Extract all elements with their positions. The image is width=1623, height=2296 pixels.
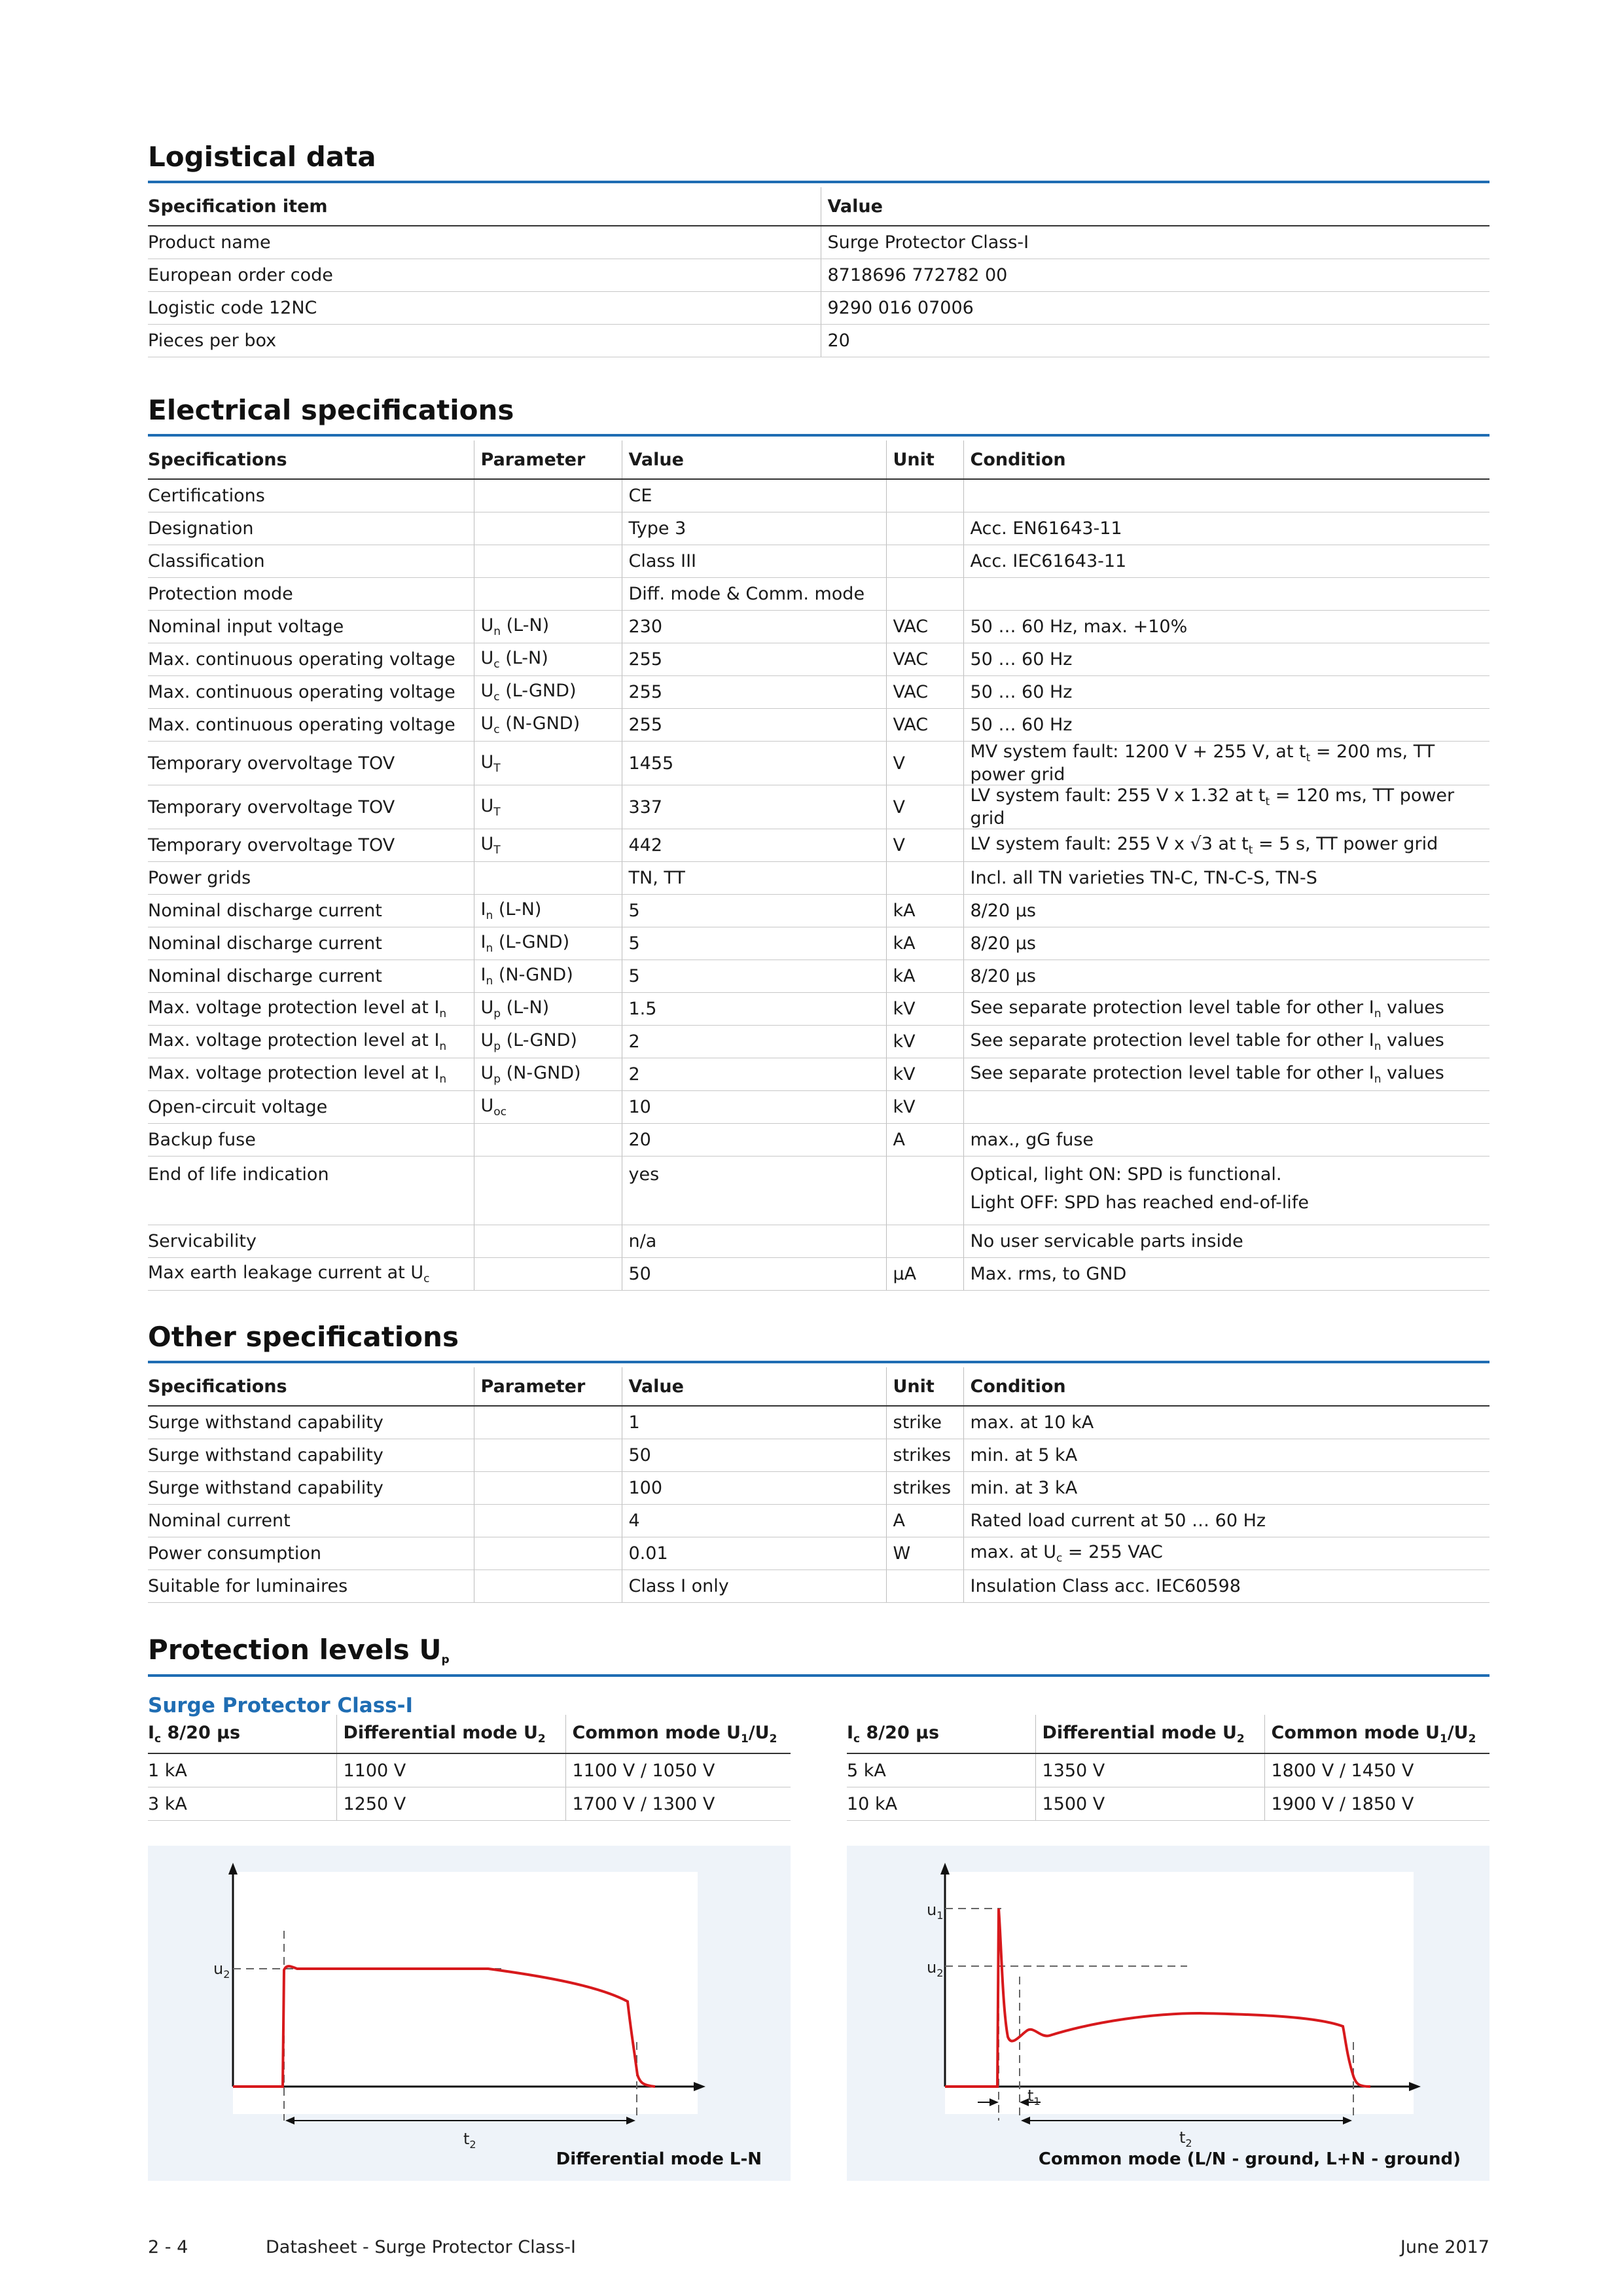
table-row [148, 1537, 1489, 1570]
other-table [148, 1367, 1489, 1603]
table-row [148, 1225, 1489, 1258]
spec-name-cell: End of life indication [148, 1157, 474, 1225]
t1-label: $t_1$ [1027, 2087, 1041, 2108]
table-row [148, 325, 1489, 357]
table-row [847, 1753, 1489, 1787]
logistical-section [148, 141, 1489, 357]
protection-subtitle: Surge Protector Class-I [148, 1694, 414, 1717]
u1-label: $u_1$ [927, 1901, 944, 1922]
condition-cell: max. at 10 kA [963, 1406, 1489, 1439]
parameter-cell: $U_p$ (N-GND) [474, 1058, 622, 1091]
value-cell: 10 [622, 1091, 886, 1124]
condition-cell: min. at 5 kA [963, 1439, 1489, 1472]
x-axis-arrow [1409, 2082, 1421, 2091]
condition-cell: See separate protection level table for other $I_n$ values [963, 1058, 1489, 1091]
differential-mode-cell: 1250 V [336, 1787, 565, 1821]
condition-cell: Acc. IEC61643-11 [963, 545, 1489, 578]
condition-cell: 50 … 60 Hz, max. +10% [963, 611, 1489, 643]
parameter-cell [474, 1472, 622, 1505]
protection-table-left [148, 1715, 791, 1821]
value-cell: 50 [622, 1258, 886, 1291]
value-cell: 100 [622, 1472, 886, 1505]
spec-name-cell: Backup fuse [148, 1124, 474, 1157]
spec-name-cell: Servicability [148, 1225, 474, 1258]
col-header: $I_c$ 8/20 µs [847, 1715, 1035, 1753]
parameter-cell: $U_{oc}$ [474, 1091, 622, 1124]
col-header: Condition [963, 1367, 1489, 1406]
value-cell: 50 [622, 1439, 886, 1472]
condition-cell: See separate protection level table for other $I_n$ values [963, 993, 1489, 1026]
spec-name-cell: Max. continuous operating voltage [148, 709, 474, 742]
table-row [148, 862, 1489, 895]
unit-cell: W [886, 1537, 963, 1570]
value-cell: 442 [622, 829, 886, 862]
section-rule [148, 1361, 1489, 1363]
table-row [148, 1091, 1489, 1124]
condition-cell [963, 578, 1489, 611]
table-row [148, 1472, 1489, 1505]
value-cell: 1455 [622, 742, 886, 785]
condition-cell: Insulation Class acc. IEC60598 [963, 1570, 1489, 1603]
logistical-table [148, 187, 1489, 357]
spec-name-cell: Temporary overvoltage TOV [148, 742, 474, 785]
surge-current-cell: 1 kA [148, 1753, 336, 1787]
col-header: Unit [886, 440, 963, 479]
unit-cell [886, 1157, 963, 1225]
parameter-cell: $U_p$ (L-GND) [474, 1026, 622, 1058]
unit-cell: kA [886, 927, 963, 960]
condition-cell: MV system fault: 1200 V + 255 V, at $t_t = 200$ ms, TT power grid [963, 742, 1489, 785]
spec-item-cell: Pieces per box [148, 325, 821, 357]
value-cell: 5 [622, 895, 886, 927]
condition-cell: 50 … 60 Hz [963, 676, 1489, 709]
parameter-cell [474, 1537, 622, 1570]
value-cell: 230 [622, 611, 886, 643]
spec-name-cell: Temporary overvoltage TOV [148, 829, 474, 862]
table-row [148, 1787, 791, 1821]
table-row [148, 960, 1489, 993]
value-cell: 5 [622, 927, 886, 960]
differential-mode-cell: 1500 V [1035, 1787, 1264, 1821]
value-cell: n/a [622, 1225, 886, 1258]
col-header: Differential mode $U_2$ [1035, 1715, 1264, 1753]
table-row [148, 512, 1489, 545]
plot-area [945, 1872, 1414, 2114]
col-header: Common mode $U_1/U_2$ [1264, 1715, 1489, 1753]
table-row [148, 1124, 1489, 1157]
table-row [148, 578, 1489, 611]
table-row [148, 1753, 791, 1787]
value-cell: 20 [622, 1124, 886, 1157]
condition-cell: max. at $U_c = 255$ VAC [963, 1537, 1489, 1570]
surge-current-cell: 3 kA [148, 1787, 336, 1821]
parameter-cell: $U_p$ (L-N) [474, 993, 622, 1026]
section-rule [148, 434, 1489, 437]
condition-cell: No user servicable parts inside [963, 1225, 1489, 1258]
section-rule [148, 181, 1489, 183]
unit-cell: V [886, 829, 963, 862]
col-header: Specifications [148, 440, 474, 479]
value-cell: 4 [622, 1505, 886, 1537]
chart-common-svg [847, 1846, 1489, 2181]
unit-cell: VAC [886, 611, 963, 643]
spec-value-cell: Surge Protector Class-I [821, 226, 1489, 259]
u2-label: $u_2$ [927, 1958, 944, 1979]
col-header: Parameter [474, 440, 622, 479]
value-cell: 255 [622, 709, 886, 742]
unit-cell: A [886, 1124, 963, 1157]
parameter-cell [474, 545, 622, 578]
dim-arrow-right [626, 2117, 635, 2125]
unit-cell [886, 512, 963, 545]
spec-name-cell: Protection mode [148, 578, 474, 611]
spec-name-cell: Surge withstand capability [148, 1472, 474, 1505]
y-axis-arrow [228, 1863, 238, 1874]
condition-cell: max., gG fuse [963, 1124, 1489, 1157]
parameter-cell [474, 578, 622, 611]
value-cell: TN, TT [622, 862, 886, 895]
table-row [148, 927, 1489, 960]
condition-cell: min. at 3 kA [963, 1472, 1489, 1505]
value-cell: yes [622, 1157, 886, 1225]
section-title-logistical: Logistical data [148, 141, 376, 173]
spec-value-cell: 9290 016 07006 [821, 292, 1489, 325]
value-cell: 255 [622, 643, 886, 676]
parameter-cell: $U_c$ (N-GND) [474, 709, 622, 742]
condition-cell: Rated load current at 50 … 60 Hz [963, 1505, 1489, 1537]
spec-name-cell: Suitable for luminaires [148, 1570, 474, 1603]
section-title-other: Other specifications [148, 1321, 459, 1353]
unit-cell: kV [886, 1026, 963, 1058]
dim-arrow-left [1021, 2117, 1030, 2125]
parameter-cell [474, 1157, 622, 1225]
table-row [148, 226, 1489, 259]
differential-mode-cell: 1100 V [336, 1753, 565, 1787]
value-cell: 337 [622, 785, 886, 829]
value-cell: Type 3 [622, 512, 886, 545]
table-row [148, 1439, 1489, 1472]
spec-name-cell: Max. voltage protection level at $I_n$ [148, 1026, 474, 1058]
table-row [148, 709, 1489, 742]
protection-table-right [847, 1715, 1489, 1821]
x-axis-arrow [694, 2082, 705, 2091]
unit-cell [886, 1570, 963, 1603]
value-cell: 1 [622, 1406, 886, 1439]
condition-cell: Optical, light ON: SPD is functional. Light OFF: SPD has reached end-of-life [963, 1157, 1489, 1225]
spec-name-cell: Temporary overvoltage TOV [148, 785, 474, 829]
spec-value-cell: 8718696 772782 00 [821, 259, 1489, 292]
unit-cell: V [886, 785, 963, 829]
t2-label: $t_2$ [463, 2130, 476, 2151]
parameter-cell: $I_n$ (L-N) [474, 895, 622, 927]
unit-cell [886, 578, 963, 611]
table-row [148, 479, 1489, 512]
table-row [148, 676, 1489, 709]
t2-label: $t_2$ [1179, 2128, 1192, 2149]
col-header: Unit [886, 1367, 963, 1406]
col-header: Specifications [148, 1367, 474, 1406]
table-row [148, 1570, 1489, 1603]
spec-name-cell: Nominal discharge current [148, 960, 474, 993]
section-title-electrical: Electrical specifications [148, 394, 514, 426]
parameter-cell [474, 512, 622, 545]
spec-name-cell: Nominal discharge current [148, 895, 474, 927]
unit-cell: strikes [886, 1472, 963, 1505]
col-header: Differential mode $U_2$ [336, 1715, 565, 1753]
surge-current-cell: 10 kA [847, 1787, 1035, 1821]
parameter-cell [474, 479, 622, 512]
spec-item-cell: European order code [148, 259, 821, 292]
other-section [148, 1321, 1489, 1603]
condition-cell: Acc. EN61643-11 [963, 512, 1489, 545]
spec-name-cell: Classification [148, 545, 474, 578]
table-row [148, 643, 1489, 676]
condition-cell: 8/20 µs [963, 960, 1489, 993]
condition-cell [963, 479, 1489, 512]
spec-name-cell: Max. voltage protection level at $I_n$ [148, 993, 474, 1026]
parameter-cell [474, 1505, 622, 1537]
protection-section [148, 1634, 1489, 2169]
condition-cell: See separate protection level table for other $I_n$ values [963, 1026, 1489, 1058]
unit-cell: kV [886, 993, 963, 1026]
value-cell: 255 [622, 676, 886, 709]
value-cell: 1.5 [622, 993, 886, 1026]
unit-cell: strike [886, 1406, 963, 1439]
parameter-cell [474, 1406, 622, 1439]
table-row [148, 742, 1489, 785]
condition-cell: Incl. all TN varieties TN-C, TN-C-S, TN-S [963, 862, 1489, 895]
table-row [148, 259, 1489, 292]
plot-area [233, 1872, 698, 2114]
parameter-cell [474, 1570, 622, 1603]
spec-name-cell: Certifications [148, 479, 474, 512]
unit-cell: kV [886, 1091, 963, 1124]
table-row [148, 292, 1489, 325]
spec-name-cell: Nominal input voltage [148, 611, 474, 643]
condition-cell: 50 … 60 Hz [963, 643, 1489, 676]
spec-item-cell: Product name [148, 226, 821, 259]
unit-cell: kV [886, 1058, 963, 1091]
condition-cell: LV system fault: 255 V x √3 at $t_t = 5$ s, TT power grid [963, 829, 1489, 862]
condition-cell [963, 1091, 1489, 1124]
electrical-table [148, 440, 1489, 1291]
dim-arrow-right [1343, 2117, 1352, 2125]
spec-name-cell: Power grids [148, 862, 474, 895]
condition-cell: 50 … 60 Hz [963, 709, 1489, 742]
table-row [148, 829, 1489, 862]
electrical-section [148, 394, 1489, 1291]
value-cell: 0.01 [622, 1537, 886, 1570]
col-header: Parameter [474, 1367, 622, 1406]
chart-common-mode [847, 1846, 1489, 2181]
document-date: June 2017 [1400, 2237, 1489, 2257]
unit-cell: kA [886, 960, 963, 993]
table-row [148, 611, 1489, 643]
parameter-cell: $U_T$ [474, 829, 622, 862]
chart-differential-svg [148, 1846, 791, 2181]
parameter-cell [474, 1225, 622, 1258]
page-number: 2 - 4 [148, 2237, 188, 2257]
chart-caption: Differential mode L-N [556, 2149, 762, 2169]
parameter-cell: $I_n$ (N-GND) [474, 960, 622, 993]
parameter-cell: $U_T$ [474, 785, 622, 829]
spec-name-cell: Max. continuous operating voltage [148, 643, 474, 676]
common-mode-cell: 1100 V / 1050 V [565, 1753, 791, 1787]
unit-cell: µA [886, 1258, 963, 1291]
table-row [148, 1406, 1489, 1439]
col-header: $I_c$ 8/20 µs [148, 1715, 336, 1753]
col-header: Common mode $U_1/U_2$ [565, 1715, 791, 1753]
table-row [847, 1787, 1489, 1821]
parameter-cell: $U_c$ (L-N) [474, 643, 622, 676]
section-title-protection: Protection levels $U_p$ [148, 1634, 450, 1666]
spec-name-cell: Surge withstand capability [148, 1439, 474, 1472]
spec-value-cell: 20 [821, 325, 1489, 357]
common-mode-cell: 1900 V / 1850 V [1264, 1787, 1489, 1821]
dim-arrow-left [285, 2117, 294, 2125]
unit-cell: VAC [886, 643, 963, 676]
spec-name-cell: Max. continuous operating voltage [148, 676, 474, 709]
spec-item-cell: Logistic code 12NC [148, 292, 821, 325]
condition-cell: Max. rms, to GND [963, 1258, 1489, 1291]
table-row [148, 993, 1489, 1026]
chart-caption: Common mode (L/N - ground, L+N - ground) [1038, 2149, 1461, 2169]
section-rule [148, 1674, 1489, 1677]
common-mode-cell: 1800 V / 1450 V [1264, 1753, 1489, 1787]
table-row [148, 1026, 1489, 1058]
value-cell: CE [622, 479, 886, 512]
spec-name-cell: Surge withstand capability [148, 1406, 474, 1439]
surge-current-cell: 5 kA [847, 1753, 1035, 1787]
chart-differential-mode [148, 1846, 791, 2181]
parameter-cell [474, 1124, 622, 1157]
unit-cell: kA [886, 895, 963, 927]
col-header: Value [622, 440, 886, 479]
spec-name-cell: Designation [148, 512, 474, 545]
parameter-cell: $U_T$ [474, 742, 622, 785]
spec-name-cell: Max. voltage protection level at $I_n$ [148, 1058, 474, 1091]
value-cell: 5 [622, 960, 886, 993]
value-cell: 2 [622, 1026, 886, 1058]
value-cell: Class III [622, 545, 886, 578]
unit-cell: A [886, 1505, 963, 1537]
u2-label: $u_2$ [213, 1960, 230, 1981]
unit-cell [886, 479, 963, 512]
table-row [148, 1505, 1489, 1537]
value-cell: 2 [622, 1058, 886, 1091]
value-cell: Diff. mode & Comm. mode [622, 578, 886, 611]
document-title: Datasheet - Surge Protector Class-I [266, 2237, 576, 2257]
y-axis-arrow [940, 1863, 950, 1874]
table-row [148, 785, 1489, 829]
parameter-cell: $U_c$ (L-GND) [474, 676, 622, 709]
col-header: Value [622, 1367, 886, 1406]
condition-cell: 8/20 µs [963, 895, 1489, 927]
common-mode-cell: 1700 V / 1300 V [565, 1787, 791, 1821]
table-row [148, 1157, 1489, 1225]
value-cell: Class I only [622, 1570, 886, 1603]
spec-name-cell: Max earth leakage current at $U_c$ [148, 1258, 474, 1291]
col-header: Value [821, 187, 1489, 226]
parameter-cell [474, 1258, 622, 1291]
parameter-cell [474, 1439, 622, 1472]
spec-name-cell: Nominal current [148, 1505, 474, 1537]
col-header: Condition [963, 440, 1489, 479]
spec-name-cell: Power consumption [148, 1537, 474, 1570]
unit-cell [886, 1225, 963, 1258]
unit-cell: VAC [886, 676, 963, 709]
condition-cell: LV system fault: 255 V x 1.32 at $t_t = 120$ ms, TT power grid [963, 785, 1489, 829]
spec-name-cell: Nominal discharge current [148, 927, 474, 960]
unit-cell [886, 545, 963, 578]
table-row [148, 545, 1489, 578]
unit-cell: V [886, 742, 963, 785]
unit-cell [886, 862, 963, 895]
parameter-cell: $I_n$ (L-GND) [474, 927, 622, 960]
parameter-cell [474, 862, 622, 895]
parameter-cell: $U_n$ (L-N) [474, 611, 622, 643]
table-row [148, 1058, 1489, 1091]
col-header: Specification item [148, 187, 821, 226]
table-row [148, 895, 1489, 927]
table-row [148, 1258, 1489, 1291]
unit-cell: VAC [886, 709, 963, 742]
spec-name-cell: Open-circuit voltage [148, 1091, 474, 1124]
unit-cell: strikes [886, 1439, 963, 1472]
differential-mode-cell: 1350 V [1035, 1753, 1264, 1787]
condition-cell: 8/20 µs [963, 927, 1489, 960]
